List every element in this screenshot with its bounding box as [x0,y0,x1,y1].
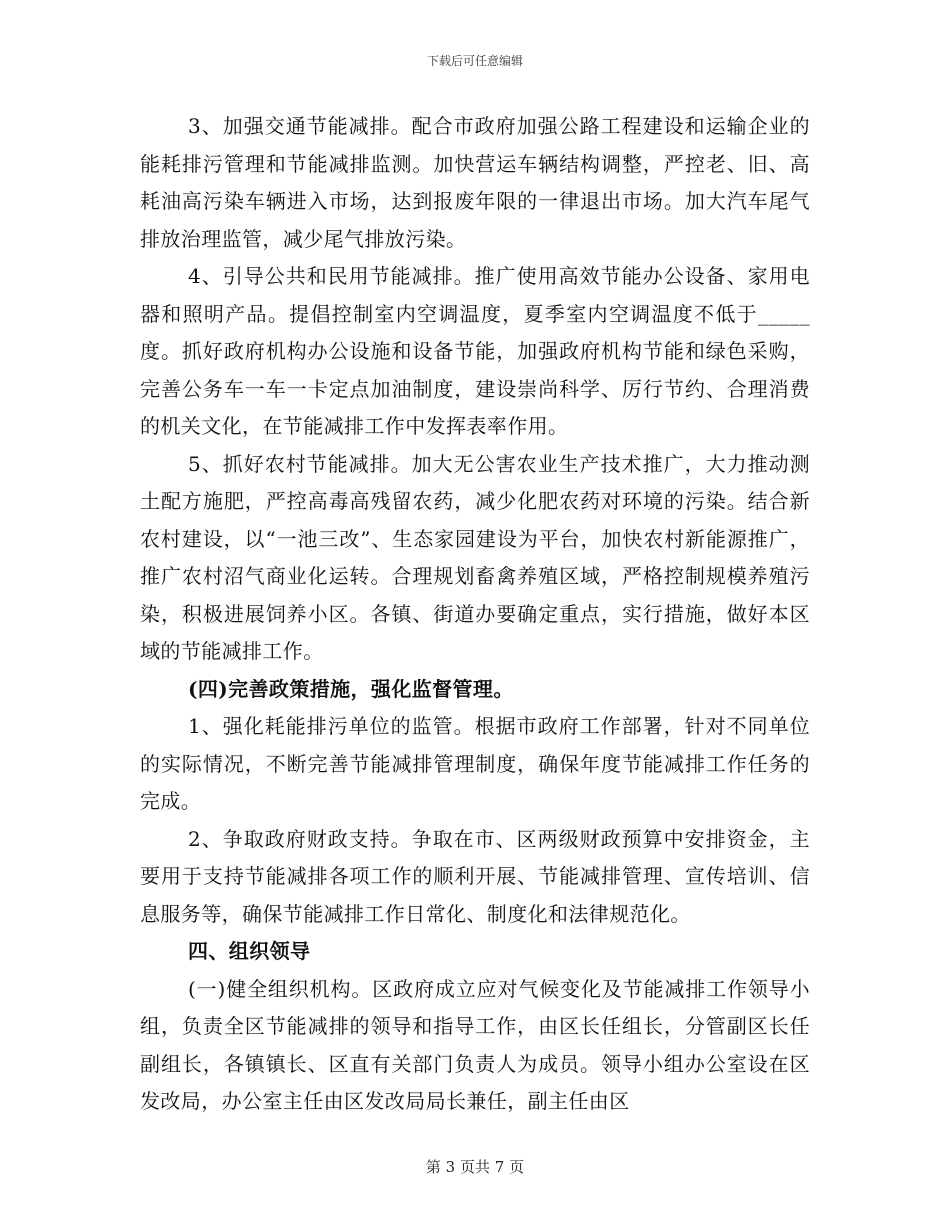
paragraph-transport: 3、加强交通节能减排。配合市政府加强公路工程建设和运输企业的能耗排污管理和节能减排监测。加快营运车辆结构调整，严控老、旧、高耗油高污染车辆进入市场，达到报废年限的一律退出市场。加大汽车尾气排放治理监管，减少尾气排放污染。 [140,114,810,251]
paragraph-finance: 2、争取政府财政支持。争取在市、区两级财政预算中安排资金，主要用于支持节能减排各项工作的顺利开展、节能减排管理、宣传培训、信息服务等，确保节能减排工作日常化、制度化和法律规范化。 [140,826,810,926]
page-footer: 第 3 页共 7 页 [425,1158,525,1176]
paragraph-supervision: 1、强化耗能排污单位的监管。根据市政府工作部署，针对不同单位的实际情况，不断完善节能减排管理制度，确保年度节能减排工作任务的完成。 [140,714,810,813]
paragraph-rural: 5、抓好农村节能减排。加大无公害农业生产技术推广，大力推动测土配方施肥，严控高毒高残留农药，减少化肥农药对环境的污染。结合新农村建设，以“一池三改”、生态家园建设为平台，加快农村新能源推广，推广农村沼气商业化运转。合理规划畜禽养殖区域，严格控制规模养殖污染，积极进展饲养小区。各镇、街道办要确定重点，实行措施，做好本区域的节能减排工作。 [140,451,810,663]
section-heading-leadership: 四、组织领导 [188,939,311,963]
section-heading-policy: (四)完善政策措施，强化监督管理。 [188,676,514,701]
paragraph-organization: (一)健全组织机构。区政府成立应对气候变化及节能减排工作领导小组，负责全区节能减排的领导和指导工作，由区长任组长，分管副区长任副组长，各镇镇长、区直有关部门负责人为成员。领导小组办公室设在区发改局，办公室主任由区发改局局长兼任，副主任由区 [140,976,810,1113]
paragraph-public-civil: 4、引导公共和民用节能减排。推广使用高效节能办公设备、家用电器和照明产品。提倡控制室内空调温度，夏季室内空调温度不低于_____度。抓好政府机构办公设施和设备节能，加强政府机构节能和绿色采购，完善公务车一车一卡定点加油制度，建设崇尚科学、厉行节约、合理消费的机关文化，在节能减排工作中发挥表率作用。 [140,264,810,438]
page-header: 下载后可任意编辑 [426,54,523,68]
document-body [140,108,810,1121]
